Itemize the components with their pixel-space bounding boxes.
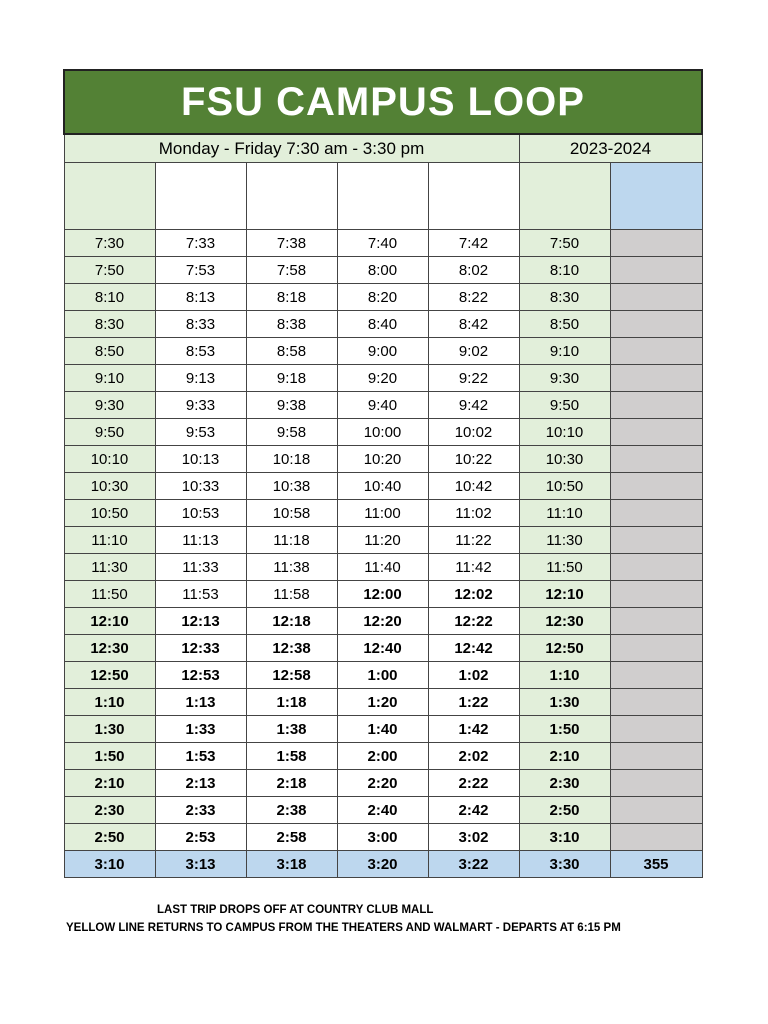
time-cell: 1:50 [64,743,155,770]
time-cell: 12:00 [337,581,428,608]
time-cell: 3:20 [337,851,428,878]
time-cell: 10:18 [246,446,337,473]
time-cell: 11:53 [155,581,246,608]
time-cell: 11:50 [64,581,155,608]
time-cell: 10:20 [337,446,428,473]
time-cell: 9:02 [428,338,519,365]
time-cell: 10:42 [428,473,519,500]
time-cell: 1:18 [246,689,337,716]
time-cell: 8:13 [155,284,246,311]
time-cell: 12:20 [337,608,428,635]
time-cell: 11:42 [428,554,519,581]
time-cell: 3:22 [428,851,519,878]
time-cell: 8:40 [337,311,428,338]
time-cell: 2:30 [64,797,155,824]
time-cell: 2:13 [155,770,246,797]
time-cell: 2:50 [64,824,155,851]
time-cell: 11:10 [64,527,155,554]
time-cell: 9:10 [64,365,155,392]
time-cell: 8:30 [64,311,155,338]
table-row [64,446,702,473]
time-cell: 11:00 [337,500,428,527]
time-cell: 9:50 [64,419,155,446]
time-cell: 10:00 [337,419,428,446]
time-cell: 9:13 [155,365,246,392]
time-cell [610,446,702,473]
time-cell: 12:50 [519,635,610,662]
time-cell: 8:53 [155,338,246,365]
time-cell: 10:38 [246,473,337,500]
time-cell: 12:18 [246,608,337,635]
time-cell: 2:50 [519,797,610,824]
stop-header-cell [246,163,337,230]
time-cell: 1:30 [64,716,155,743]
table-row [64,743,702,770]
time-cell: 7:30 [64,230,155,257]
time-cell: 8:20 [337,284,428,311]
time-cell: 1:22 [428,689,519,716]
time-cell [610,257,702,284]
time-cell: 9:53 [155,419,246,446]
time-cell: 9:18 [246,365,337,392]
time-cell: 1:53 [155,743,246,770]
time-cell [610,500,702,527]
time-cell: 9:00 [337,338,428,365]
table-row [64,230,702,257]
time-cell: 12:13 [155,608,246,635]
time-cell: 11:22 [428,527,519,554]
time-cell [610,419,702,446]
time-cell: 7:38 [246,230,337,257]
table-row [64,608,702,635]
time-cell: 10:50 [64,500,155,527]
time-cell: 8:02 [428,257,519,284]
time-cell: 7:42 [428,230,519,257]
time-cell: 8:42 [428,311,519,338]
table-row [64,824,702,851]
time-cell: 10:33 [155,473,246,500]
time-cell: 10:58 [246,500,337,527]
time-cell: 1:10 [519,662,610,689]
title-row [64,70,702,134]
time-cell: 12:30 [519,608,610,635]
time-cell: 2:00 [337,743,428,770]
time-cell [610,581,702,608]
table-row [64,392,702,419]
time-cell: 10:53 [155,500,246,527]
time-cell: 1:20 [337,689,428,716]
time-cell [610,797,702,824]
time-cell: 8:10 [64,284,155,311]
stop-header-cell [428,163,519,230]
time-cell: 11:02 [428,500,519,527]
time-cell: 11:58 [246,581,337,608]
stop-header-cell [519,163,610,230]
table-row [64,716,702,743]
time-cell: 12:50 [64,662,155,689]
time-cell: 1:58 [246,743,337,770]
page-title: FSU CAMPUS LOOP [64,70,702,134]
time-cell: 10:50 [519,473,610,500]
time-cell: 7:58 [246,257,337,284]
time-cell: 8:22 [428,284,519,311]
time-cell: 11:30 [519,527,610,554]
time-cell: 9:40 [337,392,428,419]
time-cell: 3:02 [428,824,519,851]
time-cell: 9:42 [428,392,519,419]
time-cell: 2:02 [428,743,519,770]
time-cell: 1:38 [246,716,337,743]
time-cell [610,608,702,635]
footer-note-yellow-line: YELLOW LINE RETURNS TO CAMPUS FROM THE THEATERS AND WALMART - DEPARTS AT 6:15 PM [66,922,621,934]
time-cell: 355 [610,851,702,878]
time-cell: 3:30 [519,851,610,878]
time-cell: 7:50 [64,257,155,284]
table-row [64,527,702,554]
stop-header-cell [337,163,428,230]
table-row [64,338,702,365]
time-cell [610,284,702,311]
time-cell: 2:10 [519,743,610,770]
time-cell: 1:30 [519,689,610,716]
time-cell: 2:42 [428,797,519,824]
time-cell: 7:50 [519,230,610,257]
time-cell [610,743,702,770]
time-cell [610,230,702,257]
table-row [64,311,702,338]
time-cell: 1:00 [337,662,428,689]
table-row [64,554,702,581]
time-cell: 8:38 [246,311,337,338]
time-cell: 2:53 [155,824,246,851]
time-cell: 1:13 [155,689,246,716]
table-row [64,770,702,797]
time-cell: 11:50 [519,554,610,581]
time-cell: 8:10 [519,257,610,284]
time-cell: 1:33 [155,716,246,743]
time-cell: 1:50 [519,716,610,743]
schedule-table [63,69,703,878]
school-year: 2023-2024 [519,134,702,163]
time-cell: 9:10 [519,338,610,365]
time-cell: 12:33 [155,635,246,662]
time-cell: 12:53 [155,662,246,689]
time-cell: 9:58 [246,419,337,446]
time-cell: 2:58 [246,824,337,851]
time-cell: 11:13 [155,527,246,554]
time-cell: 8:18 [246,284,337,311]
table-row [64,581,702,608]
time-cell: 3:10 [64,851,155,878]
time-cell: 12:30 [64,635,155,662]
time-cell: 11:18 [246,527,337,554]
table-row [64,851,702,878]
time-cell: 9:38 [246,392,337,419]
time-cell: 7:33 [155,230,246,257]
time-cell: 2:38 [246,797,337,824]
time-cell: 10:30 [64,473,155,500]
subtitle-row [64,134,702,163]
time-cell: 7:40 [337,230,428,257]
time-cell: 10:13 [155,446,246,473]
time-cell: 8:30 [519,284,610,311]
time-cell: 2:40 [337,797,428,824]
time-cell: 8:00 [337,257,428,284]
time-cell [610,689,702,716]
time-cell: 2:20 [337,770,428,797]
time-cell [610,824,702,851]
table-row [64,473,702,500]
time-cell: 11:10 [519,500,610,527]
time-cell: 10:10 [519,419,610,446]
time-cell: 9:33 [155,392,246,419]
table-row [64,365,702,392]
time-cell [610,473,702,500]
time-cell: 3:13 [155,851,246,878]
time-cell: 2:30 [519,770,610,797]
time-cell [610,662,702,689]
time-cell: 8:33 [155,311,246,338]
time-cell: 11:30 [64,554,155,581]
time-cell: 2:18 [246,770,337,797]
time-cell: 10:22 [428,446,519,473]
time-cell: 10:10 [64,446,155,473]
time-cell [610,554,702,581]
time-cell: 3:18 [246,851,337,878]
table-row [64,689,702,716]
time-cell [610,311,702,338]
stop-header-cell [64,163,155,230]
time-cell: 11:38 [246,554,337,581]
time-cell [610,635,702,662]
time-cell: 1:02 [428,662,519,689]
time-cell: 12:22 [428,608,519,635]
time-cell: 9:50 [519,392,610,419]
time-cell: 11:40 [337,554,428,581]
stop-header-cell [610,163,702,230]
time-cell: 9:30 [64,392,155,419]
table-row [64,284,702,311]
time-cell: 11:33 [155,554,246,581]
time-cell: 12:58 [246,662,337,689]
stop-header-cell [155,163,246,230]
time-cell: 8:50 [519,311,610,338]
table-row [64,662,702,689]
time-cell [610,365,702,392]
table-row [64,635,702,662]
time-cell: 1:40 [337,716,428,743]
time-cell: 7:53 [155,257,246,284]
table-row [64,797,702,824]
time-cell: 12:02 [428,581,519,608]
time-cell [610,770,702,797]
time-cell: 8:50 [64,338,155,365]
time-cell: 10:02 [428,419,519,446]
time-cell: 3:00 [337,824,428,851]
time-cell: 10:30 [519,446,610,473]
table-row [64,419,702,446]
time-cell [610,716,702,743]
time-cell: 2:33 [155,797,246,824]
time-cell: 12:42 [428,635,519,662]
time-cell: 11:20 [337,527,428,554]
time-cell: 12:40 [337,635,428,662]
footer-note-last-trip: LAST TRIP DROPS OFF AT COUNTRY CLUB MALL [157,904,434,916]
time-cell: 2:10 [64,770,155,797]
stop-header-row [64,163,702,230]
time-cell: 8:58 [246,338,337,365]
time-cell: 1:10 [64,689,155,716]
time-cell [610,527,702,554]
time-cell: 10:40 [337,473,428,500]
time-cell: 9:22 [428,365,519,392]
time-cell: 12:10 [64,608,155,635]
time-cell: 9:20 [337,365,428,392]
time-cell [610,338,702,365]
schedule-days: Monday - Friday 7:30 am - 3:30 pm [64,134,519,163]
time-cell: 3:10 [519,824,610,851]
time-cell: 12:10 [519,581,610,608]
time-cell: 12:38 [246,635,337,662]
time-cell [610,392,702,419]
table-row [64,500,702,527]
table-row [64,257,702,284]
time-cell: 2:22 [428,770,519,797]
time-cell: 1:42 [428,716,519,743]
time-cell: 9:30 [519,365,610,392]
